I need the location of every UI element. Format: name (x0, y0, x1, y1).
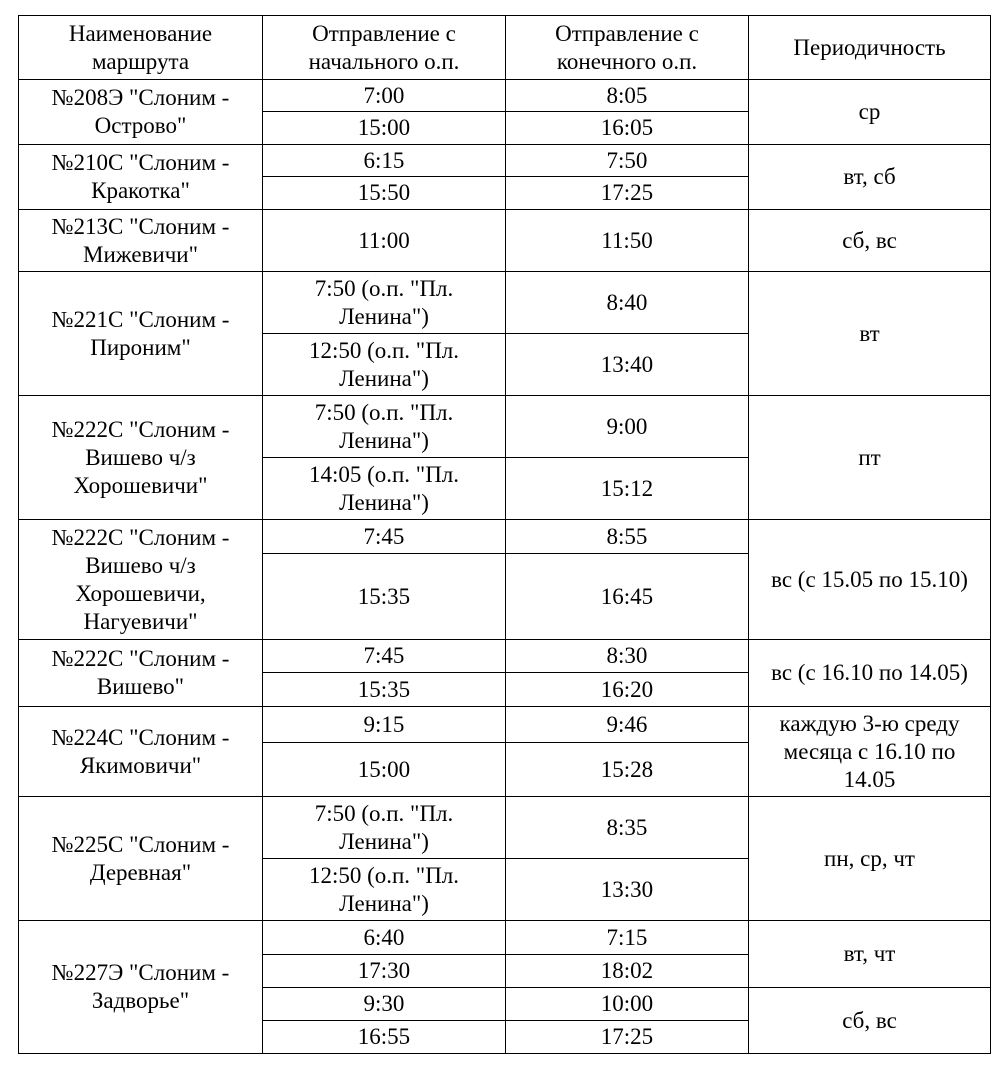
table-row (19, 396, 991, 458)
departure-start: 7:45 (263, 520, 506, 554)
departure-end: 17:25 (506, 1021, 749, 1054)
header-row (19, 16, 991, 80)
table-row (19, 210, 991, 272)
route-name: №225С "Слоним - Деревная" (19, 797, 263, 921)
departure-start: 7:45 (263, 640, 506, 673)
departure-start: 7:50 (о.п. "Пл. Ленина") (263, 272, 506, 334)
departure-start: 9:30 (263, 988, 506, 1021)
route-name: №210С "Слоним - Кракотка" (19, 145, 263, 210)
periodicity: вт, чт (749, 921, 991, 988)
departure-end: 16:20 (506, 673, 749, 707)
route-name: №222С "Слоним - Вишево ч/з Хорошевичи" (19, 396, 263, 520)
route-name: №222С "Слоним - Вишево ч/з Хорошевичи, Нагуевичи" (19, 520, 263, 640)
departure-end: 17:25 (506, 177, 749, 210)
departure-end: 8:55 (506, 520, 749, 554)
departure-end: 7:50 (506, 145, 749, 177)
table-row (19, 80, 991, 112)
departure-end: 18:02 (506, 955, 749, 988)
header-departure-end: Отправление с конечного о.п. (506, 16, 749, 80)
route-name: №213С "Слоним - Мижевичи" (19, 210, 263, 272)
route-name: №224С "Слоним - Якимовичи" (19, 707, 263, 797)
departure-end: 16:05 (506, 112, 749, 145)
route-name: №208Э "Слоним - Острово" (19, 80, 263, 145)
header-periodicity: Периодичность (749, 16, 991, 80)
departure-start: 16:55 (263, 1021, 506, 1054)
departure-start: 15:00 (263, 112, 506, 145)
table-row (19, 145, 991, 177)
departure-end: 15:28 (506, 743, 749, 797)
departure-start: 7:50 (о.п. "Пл. Ленина") (263, 396, 506, 458)
periodicity: сб, вс (749, 988, 991, 1054)
departure-end: 8:30 (506, 640, 749, 673)
departure-end: 10:00 (506, 988, 749, 1021)
route-name: №227Э "Слоним - Задворье" (19, 921, 263, 1054)
table-row (19, 272, 991, 334)
table-row (19, 640, 991, 673)
departure-end: 11:50 (506, 210, 749, 272)
departure-end: 16:45 (506, 554, 749, 640)
departure-start: 15:35 (263, 673, 506, 707)
departure-end: 8:40 (506, 272, 749, 334)
departure-start: 14:05 (о.п. "Пл. Ленина") (263, 458, 506, 520)
departure-start: 9:15 (263, 707, 506, 743)
table-row (19, 797, 991, 859)
header-route-name: Наименование маршрута (19, 16, 263, 80)
departure-start: 11:00 (263, 210, 506, 272)
departure-end: 15:12 (506, 458, 749, 520)
table-row (19, 520, 991, 554)
periodicity: сб, вс (749, 210, 991, 272)
departure-start: 12:50 (о.п. "Пл. Ленина") (263, 334, 506, 396)
header-departure-start: Отправление с начального о.п. (263, 16, 506, 80)
departure-start: 6:40 (263, 921, 506, 955)
periodicity: вс (с 15.05 по 15.10) (749, 520, 991, 640)
table-row (19, 921, 991, 955)
departure-end: 13:30 (506, 859, 749, 921)
table-row (19, 707, 991, 743)
departure-start: 15:35 (263, 554, 506, 640)
periodicity: пт (749, 396, 991, 520)
periodicity: вт, сб (749, 145, 991, 210)
periodicity: ср (749, 80, 991, 145)
periodicity: каждую 3-ю среду месяца с 16.10 по 14.05 (749, 707, 991, 797)
departure-end: 13:40 (506, 334, 749, 396)
departure-end: 9:00 (506, 396, 749, 458)
departure-end: 8:35 (506, 797, 749, 859)
departure-start: 15:00 (263, 743, 506, 797)
schedule-table (18, 15, 991, 1054)
periodicity: вс (с 16.10 по 14.05) (749, 640, 991, 707)
departure-start: 17:30 (263, 955, 506, 988)
departure-start: 7:00 (263, 80, 506, 112)
departure-start: 6:15 (263, 145, 506, 177)
departure-end: 9:46 (506, 707, 749, 743)
periodicity: пн, ср, чт (749, 797, 991, 921)
route-name: №221С "Слоним - Пироним" (19, 272, 263, 396)
departure-start: 7:50 (о.п. "Пл. Ленина") (263, 797, 506, 859)
departure-end: 7:15 (506, 921, 749, 955)
route-name: №222С "Слоним - Вишево" (19, 640, 263, 707)
departure-start: 12:50 (о.п. "Пл. Ленина") (263, 859, 506, 921)
periodicity: вт (749, 272, 991, 396)
departure-start: 15:50 (263, 177, 506, 210)
departure-end: 8:05 (506, 80, 749, 112)
